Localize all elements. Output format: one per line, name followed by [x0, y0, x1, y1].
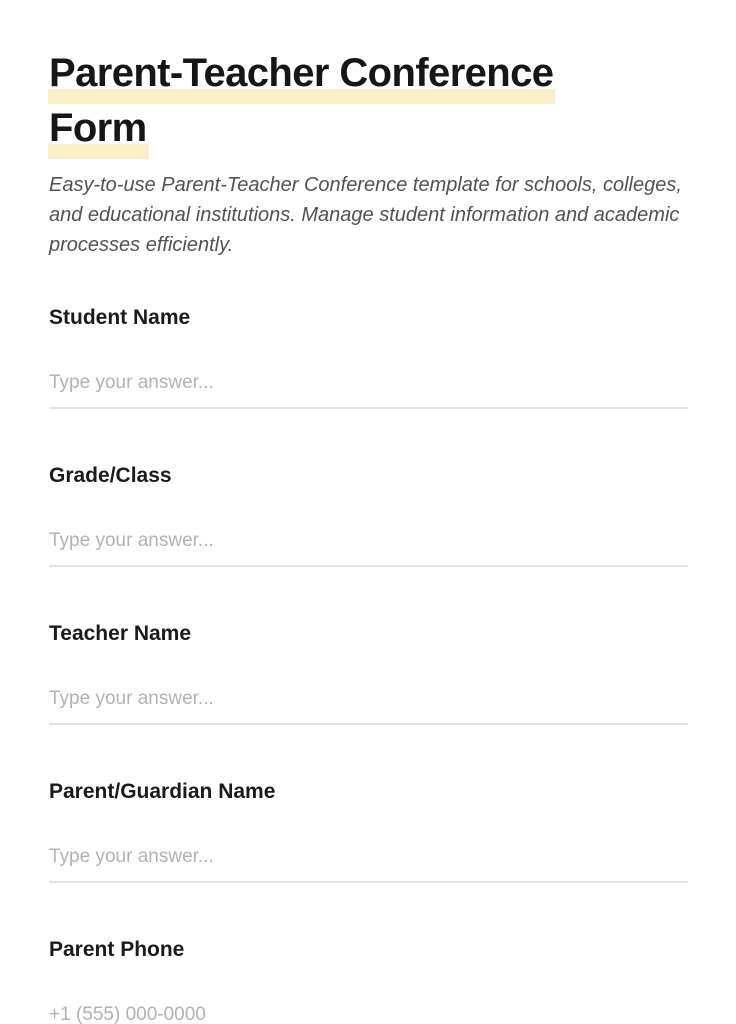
- parent-guardian-name-input[interactable]: [49, 846, 688, 883]
- page-title-line-1: Parent-Teacher Conference: [49, 46, 553, 101]
- student-name-input[interactable]: [49, 372, 688, 409]
- conference-form: [49, 306, 688, 1024]
- field-parent-guardian-name: [49, 780, 688, 883]
- page-title-line-2: Form: [49, 101, 147, 156]
- parent-phone-label: Parent Phone: [49, 938, 185, 961]
- page-title: [49, 46, 688, 156]
- grade-class-input[interactable]: [49, 530, 688, 567]
- grade-class-label: Grade/Class: [49, 464, 172, 487]
- field-parent-phone: [49, 938, 688, 1024]
- field-teacher-name: [49, 622, 688, 725]
- student-name-label: Student Name: [49, 306, 191, 329]
- field-student-name: [49, 306, 688, 409]
- form-description: Easy-to-use Parent-Teacher Conference template for schools, colleges, and educational institutions. Manage student information and academic processes efficiently.: [49, 174, 682, 256]
- teacher-name-input[interactable]: [49, 688, 688, 725]
- field-grade-class: [49, 464, 688, 567]
- parent-guardian-name-label: Parent/Guardian Name: [49, 780, 276, 803]
- form-header: [49, 46, 688, 260]
- parent-phone-input[interactable]: [49, 1004, 688, 1024]
- teacher-name-label: Teacher Name: [49, 622, 192, 645]
